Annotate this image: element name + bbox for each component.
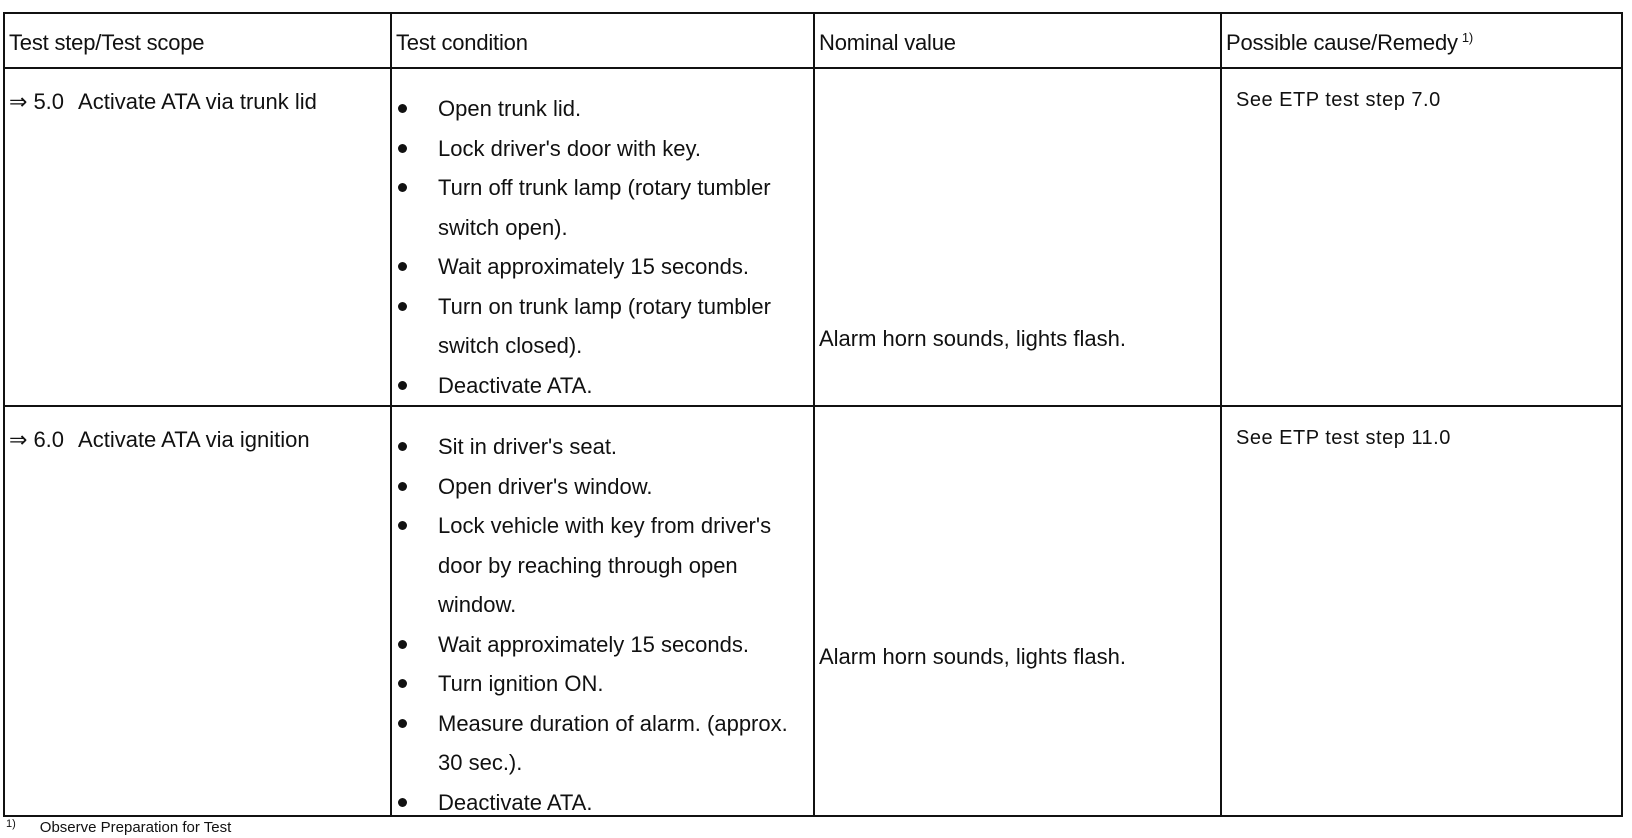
bullet-icon [398,640,407,649]
condition-item [392,704,813,783]
condition-text: Turn off trunk lamp (rotary tumbler switch open). [438,175,771,240]
condition-text: Turn on trunk lamp (rotary tumbler switch closed). [438,293,771,358]
condition-item [392,366,813,406]
table-row [5,407,1621,815]
condition-text: Lock driver's door with key. [438,135,702,161]
condition-text: Lock vehicle with key from driver's door by reaching through open window. [438,513,772,617]
condition-item [392,783,813,823]
condition-cell [392,407,815,815]
step-number: 5.0 [33,89,65,114]
arrow-icon: ⇒ [9,427,28,452]
step-scope: Activate ATA via trunk lid [78,89,317,114]
header-cell-nominal [815,14,1222,67]
bullet-icon [398,482,407,491]
header-nominal-value: Nominal value [819,30,956,55]
remedy-cell [1222,69,1622,405]
header-cause-label: Possible cause/Remedy [1226,30,1458,55]
header-test-condition: Test condition [396,30,528,55]
condition-item [392,168,813,247]
condition-item [392,89,813,129]
footnote [6,818,231,836]
nominal-value: Alarm horn sounds, lights flash. [819,644,1126,669]
test-table [3,12,1623,817]
bullet-icon [398,104,407,113]
condition-text: Wait approximately 15 seconds. [438,631,749,657]
header-test-step: Test step/Test scope [9,30,205,55]
condition-text: Open trunk lid. [438,96,582,121]
condition-text: Open driver's window. [438,473,653,499]
bullet-icon [398,144,407,153]
bullet-icon [398,262,407,271]
condition-list [392,89,813,405]
test-step-5 [9,89,317,115]
remedy-cell [1222,407,1622,815]
bullet-icon [398,679,407,688]
step-number: 6.0 [33,427,65,452]
bullet-icon [398,381,407,390]
condition-cell [392,69,815,405]
header-cell-cause [1222,14,1622,67]
remedy-text: See ETP test step 11.0 [1236,427,1451,449]
step-scope: Activate ATA via ignition [78,427,310,452]
bullet-icon [398,521,407,530]
nominal-value: Alarm horn sounds, lights flash. [819,326,1126,351]
header-cell-condition [392,14,815,67]
condition-text: Sit in driver's seat. [438,434,618,459]
header-footnote-mark: 1) [1461,30,1473,45]
step-cell [5,407,392,815]
condition-item [392,664,813,704]
bullet-icon [398,719,407,728]
bullet-icon [398,442,407,451]
condition-list [392,427,813,822]
footnote-mark: 1) [6,818,16,830]
test-step-6 [9,427,310,453]
bullet-icon [398,183,407,192]
condition-item [392,287,813,366]
condition-item [392,427,813,467]
nominal-cell [815,69,1222,405]
header-possible-cause [1226,30,1473,56]
table-header-row [5,14,1621,69]
condition-item [392,625,813,665]
condition-text: Measure duration of alarm. (approx. 30 sec.). [438,710,788,775]
bullet-icon [398,798,407,807]
condition-text: Deactivate ATA. [438,789,593,815]
condition-text: Deactivate ATA. [438,372,593,398]
bullet-icon [398,302,407,311]
condition-item [392,129,813,169]
footnote-text: Observe Preparation for Test [39,819,232,836]
condition-item [392,506,813,625]
arrow-icon: ⇒ [9,89,28,114]
condition-text: Turn ignition ON. [438,671,604,696]
remedy-text: See ETP test step 7.0 [1236,89,1441,111]
step-cell [5,69,392,405]
nominal-cell [815,407,1222,815]
table-row [5,69,1621,407]
header-cell-test-step [5,14,392,67]
condition-text: Wait approximately 15 seconds. [438,254,749,279]
condition-item [392,467,813,507]
condition-item [392,247,813,287]
